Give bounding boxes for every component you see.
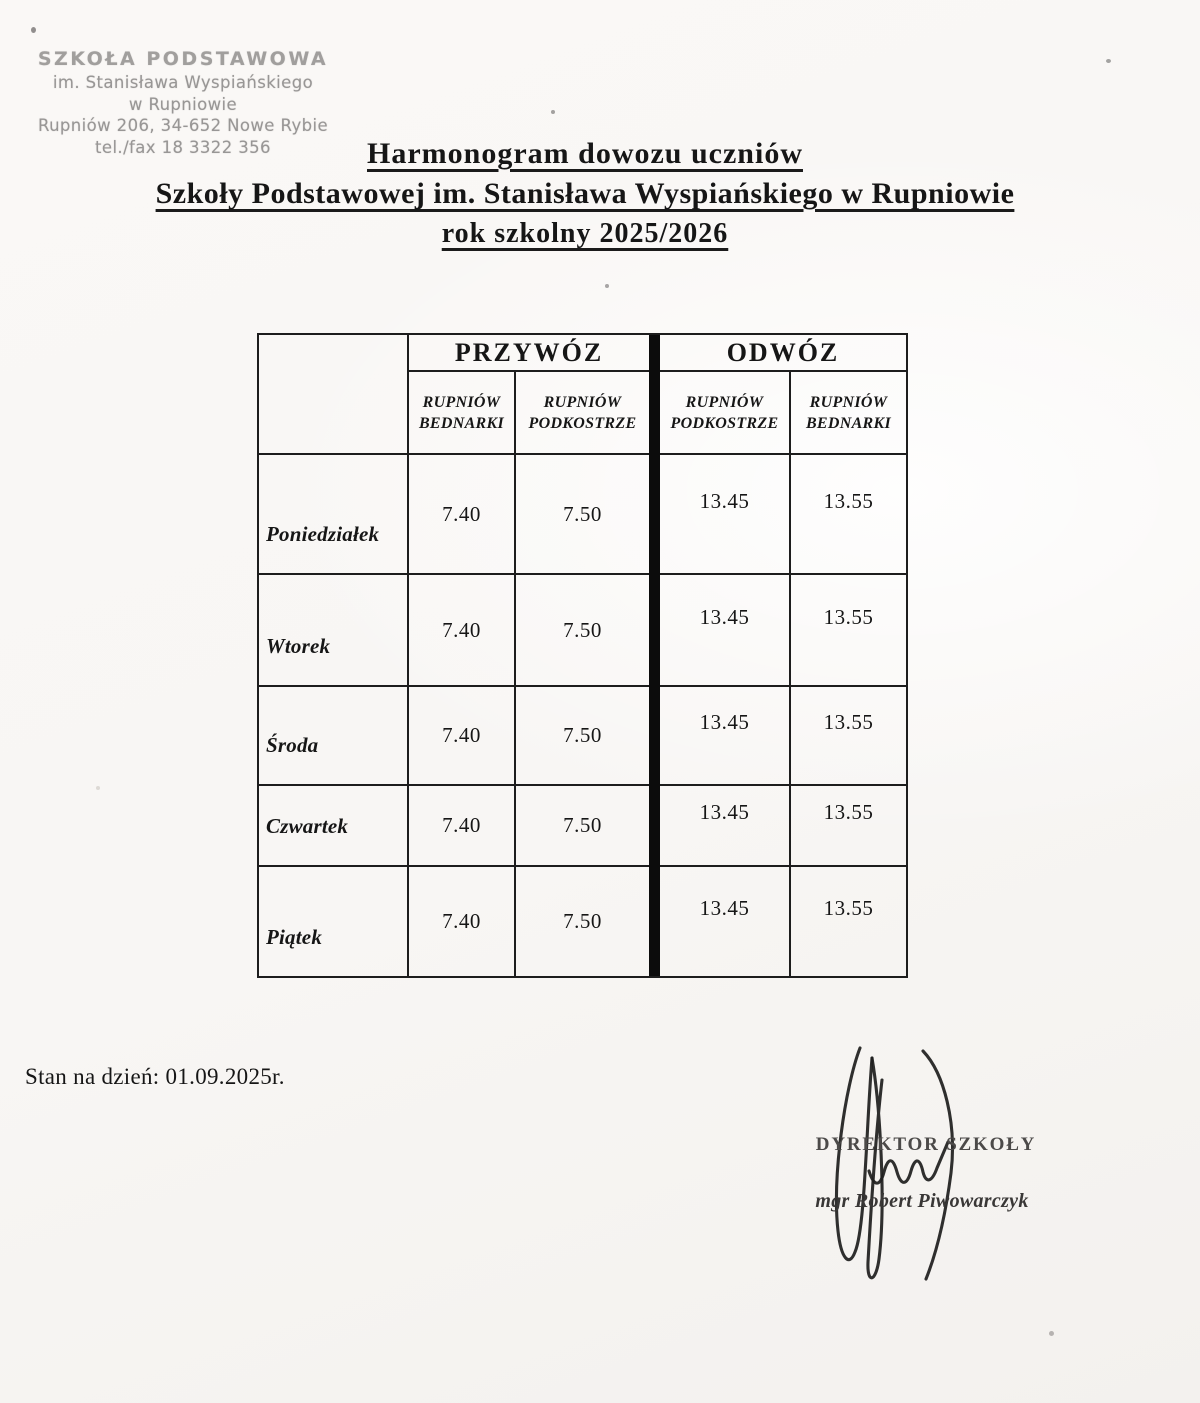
day-label-czwartek: Czwartek bbox=[259, 786, 409, 867]
stamp-address-line: Rupniów 206, 34-652 Nowe Rybie bbox=[37, 116, 329, 135]
time-cell: 7.50 bbox=[516, 455, 649, 575]
subheader-odwoz-podkostrze: RUPNIÓW PODKOSTRZE bbox=[660, 372, 791, 455]
time-cell: 13.45 bbox=[660, 575, 791, 687]
title-line-1: Harmonogram dowozu uczniów bbox=[367, 137, 803, 170]
time-cell: 7.40 bbox=[409, 867, 516, 976]
scan-speck bbox=[551, 110, 555, 114]
time-cell: 7.40 bbox=[409, 687, 516, 786]
stamp-town-line: w Rupniowie bbox=[128, 94, 238, 114]
time-cell: 13.45 bbox=[660, 687, 791, 786]
table-corner-cell bbox=[259, 335, 409, 455]
time-cell: 7.50 bbox=[516, 575, 649, 687]
subheader-odwoz-bednarki: RUPNIÓW BEDNARKI bbox=[791, 372, 906, 455]
table-thick-divider bbox=[649, 335, 660, 976]
time-cell: 13.45 bbox=[660, 786, 791, 867]
column-group-przywoz: PRZYWÓZ bbox=[409, 335, 649, 372]
title-line-3: rok szkolny 2025/2026 bbox=[441, 218, 729, 249]
director-signature bbox=[815, 1035, 1015, 1290]
time-cell: 7.40 bbox=[409, 455, 516, 575]
column-group-odwoz: ODWÓZ bbox=[660, 335, 906, 372]
time-cell: 7.50 bbox=[516, 786, 649, 867]
time-cell: 13.45 bbox=[660, 455, 791, 575]
day-label-sroda: Środa bbox=[259, 687, 409, 786]
day-label-poniedzialek: Poniedziałek bbox=[259, 455, 409, 575]
director-name: mgr Robert Piwowarczyk bbox=[815, 1190, 1029, 1212]
title-line-2: Szkoły Podstawowej im. Stanisława Wyspiańskiego w Rupniowie bbox=[155, 177, 1015, 210]
stamp-phone-line: tel./fax 18 3322 356 bbox=[95, 137, 271, 157]
director-title: DYREKTOR SZKOŁY bbox=[815, 1134, 1037, 1155]
scan-speck bbox=[1049, 1331, 1054, 1336]
scan-speck bbox=[605, 284, 609, 288]
time-cell: 13.55 bbox=[791, 687, 906, 786]
subheader-przywoz-bednarki: RUPNIÓW BEDNARKI bbox=[409, 372, 516, 455]
subheader-przywoz-podkostrze: RUPNIÓW PODKOSTRZE bbox=[516, 372, 649, 455]
time-cell: 7.40 bbox=[409, 786, 516, 867]
stamp-school-name: SZKOŁA PODSTAWOWA bbox=[37, 48, 329, 70]
time-cell: 7.50 bbox=[516, 687, 649, 786]
scan-speck bbox=[31, 27, 36, 33]
scan-speck bbox=[96, 786, 100, 790]
status-date-line: Stan na dzień: 01.09.2025r. bbox=[25, 1064, 285, 1089]
scan-speck bbox=[1106, 59, 1111, 63]
time-cell: 13.45 bbox=[660, 867, 791, 976]
stamp-patron-line: im. Stanisława Wyspiańskiego bbox=[52, 73, 314, 92]
schedule-table bbox=[257, 333, 908, 978]
time-cell: 7.50 bbox=[563, 909, 602, 933]
document-title bbox=[0, 134, 1170, 254]
day-label-piatek: Piątek bbox=[259, 867, 409, 976]
time-cell: 13.55 bbox=[791, 786, 906, 867]
time-cell: 13.55 bbox=[823, 896, 874, 920]
time-cell: 13.55 bbox=[791, 455, 906, 575]
time-cell: 13.55 bbox=[791, 575, 906, 687]
time-cell: 7.40 bbox=[409, 575, 516, 687]
day-label-wtorek: Wtorek bbox=[259, 575, 409, 687]
